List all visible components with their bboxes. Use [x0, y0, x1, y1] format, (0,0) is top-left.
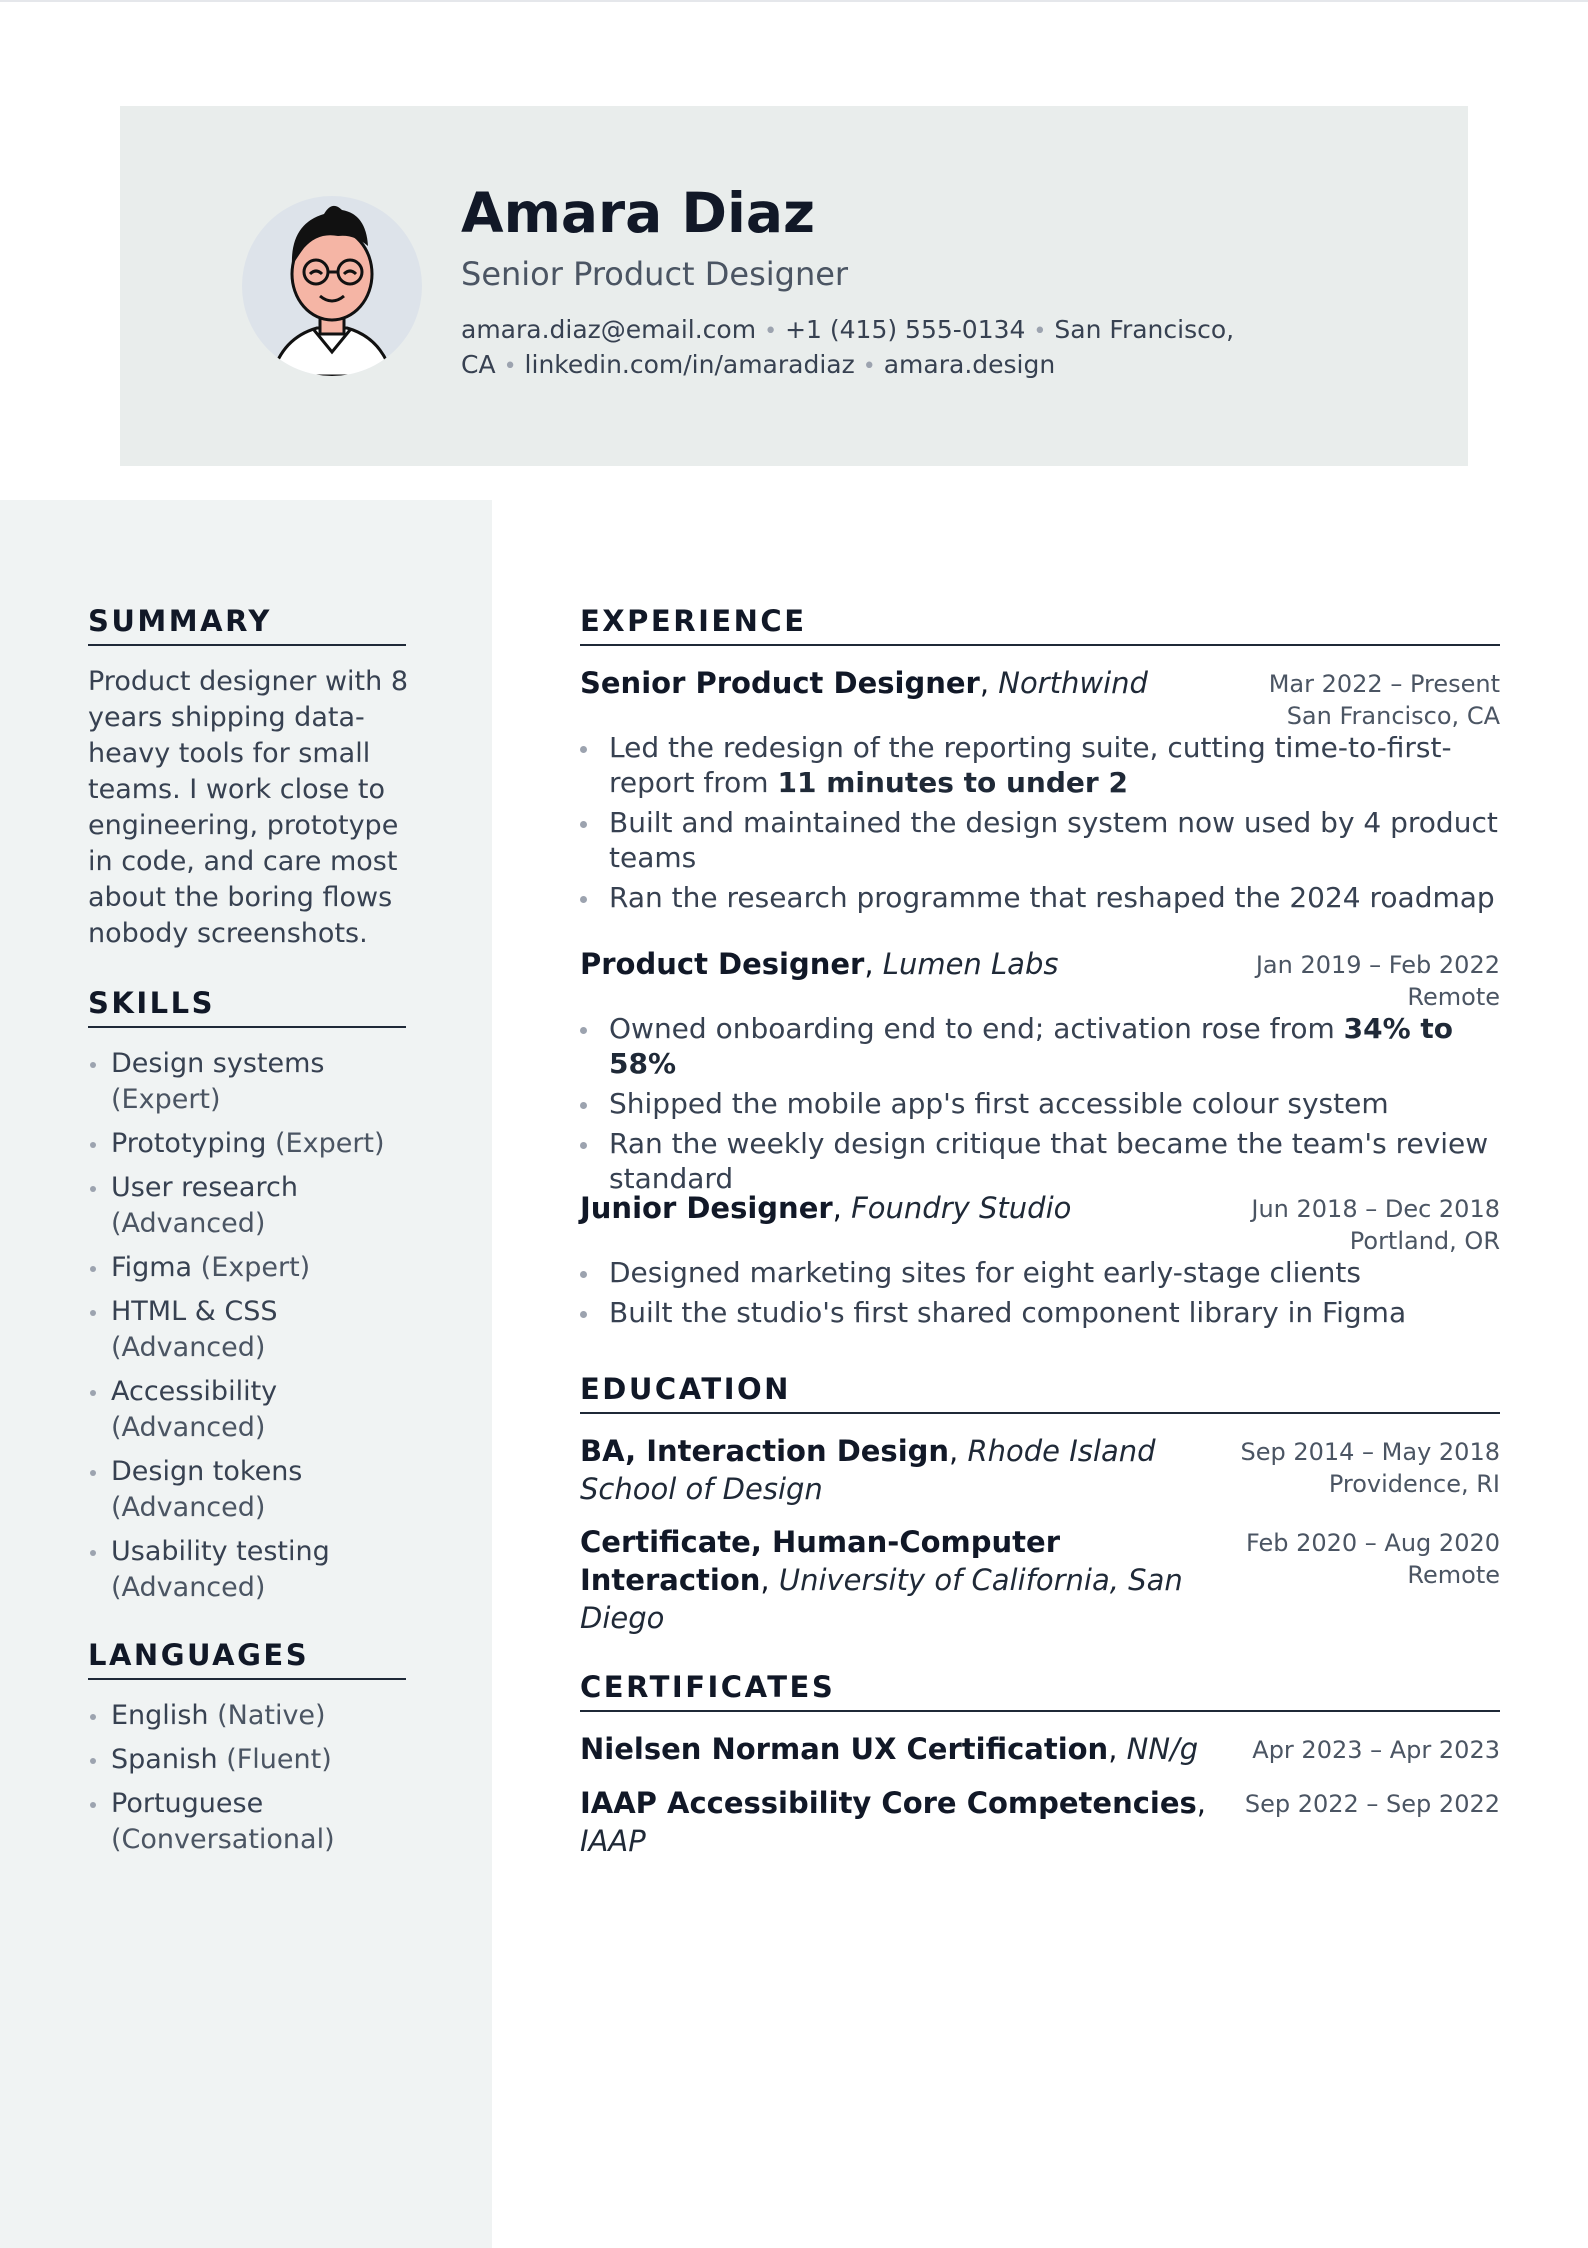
- skill-level: (Advanced): [111, 1412, 266, 1443]
- skill-level: (Advanced): [111, 1332, 266, 1363]
- entry-role-line: Product Designer, Lumen Labs: [580, 947, 1059, 981]
- certificate-issuer: IAAP: [580, 1824, 646, 1858]
- skill-level: (Expert): [200, 1252, 311, 1283]
- job-title: Product Designer: [580, 947, 865, 981]
- entry-bullets: [580, 1011, 1500, 1196]
- experience-entry: [580, 664, 1500, 920]
- school-name: University of California, San Diego: [580, 1563, 1183, 1635]
- skill-level: (Advanced): [111, 1208, 266, 1239]
- language-name: Spanish: [111, 1744, 218, 1775]
- contact-linkedin[interactable]: linkedin.com/in/amaradiaz: [524, 350, 855, 379]
- entry-role-line: Senior Product Designer, Northwind: [580, 666, 1148, 700]
- summary-heading: SUMMARY: [88, 604, 406, 646]
- bullet-text: Led the redesign of the reporting suite, cutting time-to-first-report from: [609, 731, 1452, 799]
- skill-name: Usability testing: [111, 1536, 330, 1567]
- skill-name: Design tokens: [111, 1456, 303, 1487]
- bullet-item: [580, 1255, 1500, 1290]
- entry-bullets: [580, 730, 1500, 915]
- skill-name: Prototyping: [111, 1128, 267, 1159]
- entry-dates: Mar 2022 – Present: [1268, 670, 1500, 698]
- job-title: Senior Product Designer: [580, 666, 980, 700]
- entry-bullets: [580, 1255, 1500, 1330]
- certificates-heading: CERTIFICATES: [580, 1670, 1500, 1712]
- skill-level: (Advanced): [111, 1572, 266, 1603]
- experience-entry: [580, 1189, 1500, 1335]
- entry-dates: Apr 2023 – Apr 2023: [1252, 1736, 1500, 1764]
- skills-heading: SKILLS: [88, 986, 406, 1028]
- company-name: Northwind: [998, 666, 1148, 700]
- entry-meta: [1245, 1788, 1500, 1820]
- certificate-name: IAAP Accessibility Core Competencies: [580, 1786, 1197, 1820]
- skills-list: [88, 1046, 418, 1614]
- language-item: [88, 1742, 418, 1778]
- bullet-text: Designed marketing sites for eight early-stage clients: [609, 1256, 1361, 1289]
- entry-location: Portland, OR: [1349, 1227, 1500, 1255]
- language-level: (Conversational): [111, 1824, 335, 1855]
- avatar-illustration-icon: [242, 196, 422, 376]
- certificate-issuer: NN/g: [1126, 1732, 1199, 1766]
- language-level: (Native): [217, 1700, 326, 1731]
- entry-role-line: Nielsen Norman UX Certification, NN/g: [580, 1732, 1199, 1766]
- education-entry: [580, 1523, 1500, 1637]
- education-heading: EDUCATION: [580, 1372, 1500, 1414]
- entry-location: Remote: [1407, 1561, 1500, 1589]
- entry-meta: [1246, 1527, 1500, 1591]
- language-name: English: [111, 1700, 209, 1731]
- entry-location: Providence, RI: [1328, 1470, 1500, 1498]
- skill-item: [88, 1374, 418, 1446]
- entry-meta: [1256, 949, 1500, 1013]
- skill-name: Accessibility: [111, 1376, 278, 1407]
- skill-item: [88, 1250, 418, 1286]
- language-item: [88, 1786, 418, 1858]
- bullet-item: [580, 1011, 1500, 1081]
- entry-dates: Sep 2014 – May 2018: [1240, 1438, 1500, 1466]
- entry-role-line: IAAP Accessibility Core Competencies, IAAP: [580, 1786, 1207, 1858]
- certificate-entry: [580, 1784, 1500, 1860]
- skill-name: Design systems: [111, 1048, 325, 1079]
- entry-header: [580, 664, 1500, 730]
- bullet-text: Owned onboarding end to end; activation rose from: [609, 1012, 1344, 1045]
- avatar: [242, 196, 422, 376]
- skill-level: (Expert): [111, 1084, 221, 1115]
- separator-dot: •: [503, 354, 517, 379]
- bullet-item: [580, 1086, 1500, 1121]
- contact-phone[interactable]: +1 (415) 555-0134: [785, 315, 1026, 344]
- certificate-name: Nielsen Norman UX Certification: [580, 1732, 1109, 1766]
- bullet-text: Ran the research programme that reshaped the 2024 roadmap: [609, 881, 1495, 914]
- experience-entry: [580, 945, 1500, 1201]
- bullet-item: [580, 805, 1500, 875]
- entry-location: San Francisco, CA: [1286, 702, 1500, 730]
- entry-meta: [1269, 668, 1500, 732]
- skill-item: [88, 1454, 418, 1526]
- skill-level: (Expert): [275, 1128, 385, 1159]
- entry-header: [580, 945, 1500, 1011]
- entry-dates: Jun 2018 – Dec 2018: [1251, 1195, 1500, 1223]
- bullet-item: [580, 730, 1500, 800]
- job-title: Junior Designer: [580, 1191, 833, 1225]
- separator-dot: •: [862, 354, 876, 379]
- bullet-text: Built and maintained the design system now used by 4 product teams: [609, 806, 1498, 874]
- entry-dates: Sep 2022 – Sep 2022: [1244, 1790, 1500, 1818]
- entry-role-line: BA, Interaction Design, Rhode Island School of Design: [580, 1434, 1156, 1506]
- bullet-highlight: 34% to 58%: [609, 1012, 1454, 1080]
- entry-meta: [1251, 1193, 1500, 1257]
- separator-dot: •: [764, 319, 778, 344]
- school-name: Rhode Island School of Design: [580, 1434, 1156, 1506]
- entry-dates: Jan 2019 – Feb 2022: [1255, 951, 1500, 979]
- skill-name: User research: [111, 1172, 298, 1203]
- contact-location: San Francisco, CA: [461, 315, 1235, 379]
- bullet-text: Ran the weekly design critique that became the team's review standard: [609, 1127, 1489, 1195]
- contact-website[interactable]: amara.design: [883, 350, 1056, 379]
- entry-role-line: Junior Designer, Foundry Studio: [580, 1191, 1072, 1225]
- company-name: Foundry Studio: [851, 1191, 1072, 1225]
- entry-role-line: Certificate, Human-Computer Interaction, University of California, San Diego: [580, 1525, 1183, 1635]
- language-level: (Fluent): [226, 1744, 332, 1775]
- company-name: Lumen Labs: [882, 947, 1059, 981]
- skill-item: [88, 1170, 418, 1242]
- languages-list: [88, 1698, 418, 1866]
- contact-line: [461, 313, 1251, 383]
- certificate-entry: [580, 1730, 1500, 1768]
- skill-name: Figma: [111, 1252, 193, 1283]
- entry-header: [580, 1189, 1500, 1255]
- contact-email[interactable]: amara.diaz@email.com: [461, 315, 757, 344]
- skill-name: HTML & CSS: [111, 1296, 278, 1327]
- degree-name: BA, Interaction Design: [580, 1434, 950, 1468]
- languages-heading: LANGUAGES: [88, 1638, 406, 1680]
- entry-dates: Feb 2020 – Aug 2020: [1245, 1529, 1500, 1557]
- skill-item: [88, 1534, 418, 1606]
- bullet-text: Shipped the mobile app's first accessible colour system: [609, 1087, 1389, 1120]
- entry-meta: [1240, 1436, 1500, 1500]
- bullet-text: Built the studio's first shared component library in Figma: [609, 1296, 1407, 1329]
- degree-name: Certificate, Human-Computer Interaction: [580, 1525, 1061, 1597]
- experience-heading: EXPERIENCE: [580, 604, 1500, 646]
- candidate-name: Amara Diaz: [461, 181, 816, 245]
- candidate-title: Senior Product Designer: [461, 255, 849, 293]
- bullet-highlight: 11 minutes to under 2: [777, 766, 1128, 799]
- skill-level: (Advanced): [111, 1492, 266, 1523]
- entry-location: Remote: [1407, 983, 1500, 1011]
- summary-text: Product designer with 8 years shipping data-heavy tools for small teams. I work close to engineering, prototype in code, and care most about the boring flows nobody screenshots.: [88, 666, 409, 949]
- top-rule: [0, 0, 1588, 2]
- language-name: Portuguese: [111, 1788, 264, 1819]
- bullet-item: [580, 880, 1500, 915]
- entry-meta: [1252, 1734, 1500, 1766]
- bullet-item: [580, 1295, 1500, 1330]
- skill-item: [88, 1046, 418, 1118]
- education-entry: [580, 1432, 1500, 1508]
- language-item: [88, 1698, 418, 1734]
- bullet-item: [580, 1126, 1500, 1196]
- skill-item: [88, 1126, 418, 1162]
- separator-dot: •: [1033, 319, 1047, 344]
- skill-item: [88, 1294, 418, 1366]
